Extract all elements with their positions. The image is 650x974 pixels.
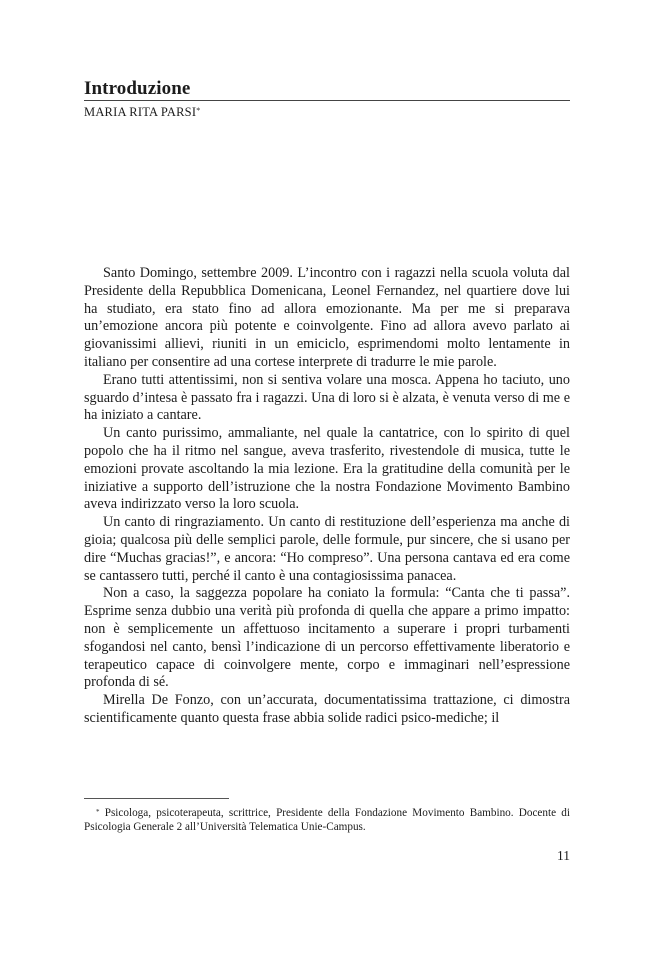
footnote-divider [84, 798, 229, 799]
page-number: 11 [557, 848, 570, 863]
author-line [84, 104, 200, 120]
paragraph: Un canto di ringraziamento. Un canto di restituzione dell’esperienza ma anche di gioia; qualcosa più delle semplici parole, delle formule, pur sincere, che si usano per dire “Muchas gracias!”, e ancora: “Ho compreso”. Una persona cantava ed era come se cantassero tutti, perché il canto è una contagiosissima panacea. [84, 514, 570, 584]
paragraph: Non a caso, la saggezza popolare ha coniato la formula: “Canta che ti passa”. Esprime senza dubbio una verità più profonda di quella che appare a primo impatto: non è semplicemente un affettuoso incitamento a superare i propri turbamenti sfogandosi nel canto, bensì l’indicazione di un percorso effettivamente liberatorio e terapeutico capace di coinvolgere mente, corpo e immaginari nell’espressione profonda di sé. [84, 585, 570, 691]
chapter-title: Introduzione [84, 78, 191, 99]
footnote [84, 806, 570, 835]
paragraph: Santo Domingo, settembre 2009. L’incontro con i ragazzi nella scuola voluta dal Presidente della Repubblica Domenicana, Leonel Fernandez, nel quartiere dove lui ha studiato, era stato fino ad allora emozionante. Ma per me si preparava un’emozione ancora più potente e coinvolgente. Fino ad allora avevo parlato ai giovanissimi allievi, riuniti in un emiciclo, esprimendomi molto lentamente in italiano per consentire ad una cortese interprete di tradurre le mie parole. [84, 265, 570, 370]
paragraph: Mirella De Fonzo, con un’accurata, documentatissima trattazione, ci dimostra scientificamente quanto questa frase abbia solide radici psico-mediche; il [84, 692, 570, 726]
footnote-text: Psicologa, psicoterapeuta, scrittrice, Presidente della Fondazione Movimento Bambino. Docente di Psicologia Generale 2 all’Università Telematica Unie-Campus. [84, 807, 571, 834]
paragraph: Un canto purissimo, ammaliante, nel quale la cantatrice, con lo spirito di quel popolo che ha il ritmo nel sangue, aveva trasferito, rivestendole di musica, tutte le emozioni provate ascoltando la mia lezione. Era la gratitudine della comunità per le iniziative a supporto dell’istruzione che la nostra Fondazione Movimento Bambino aveva indirizzato verso la loro scuola. [84, 425, 570, 513]
author-name: MARIA RITA PARSI [84, 105, 197, 119]
footnote-mark: * [96, 808, 100, 816]
title-divider [84, 100, 570, 101]
author-footnote-mark: * [196, 106, 201, 115]
body-text [84, 265, 570, 728]
paragraph: Erano tutti attentissimi, non si sentiva volare una mosca. Appena ho taciuto, uno sguardo d’intesa è passato fra i ragazzi. Una di loro si è alzata, è venuta verso di me e ha iniziato a cantare. [84, 371, 570, 424]
